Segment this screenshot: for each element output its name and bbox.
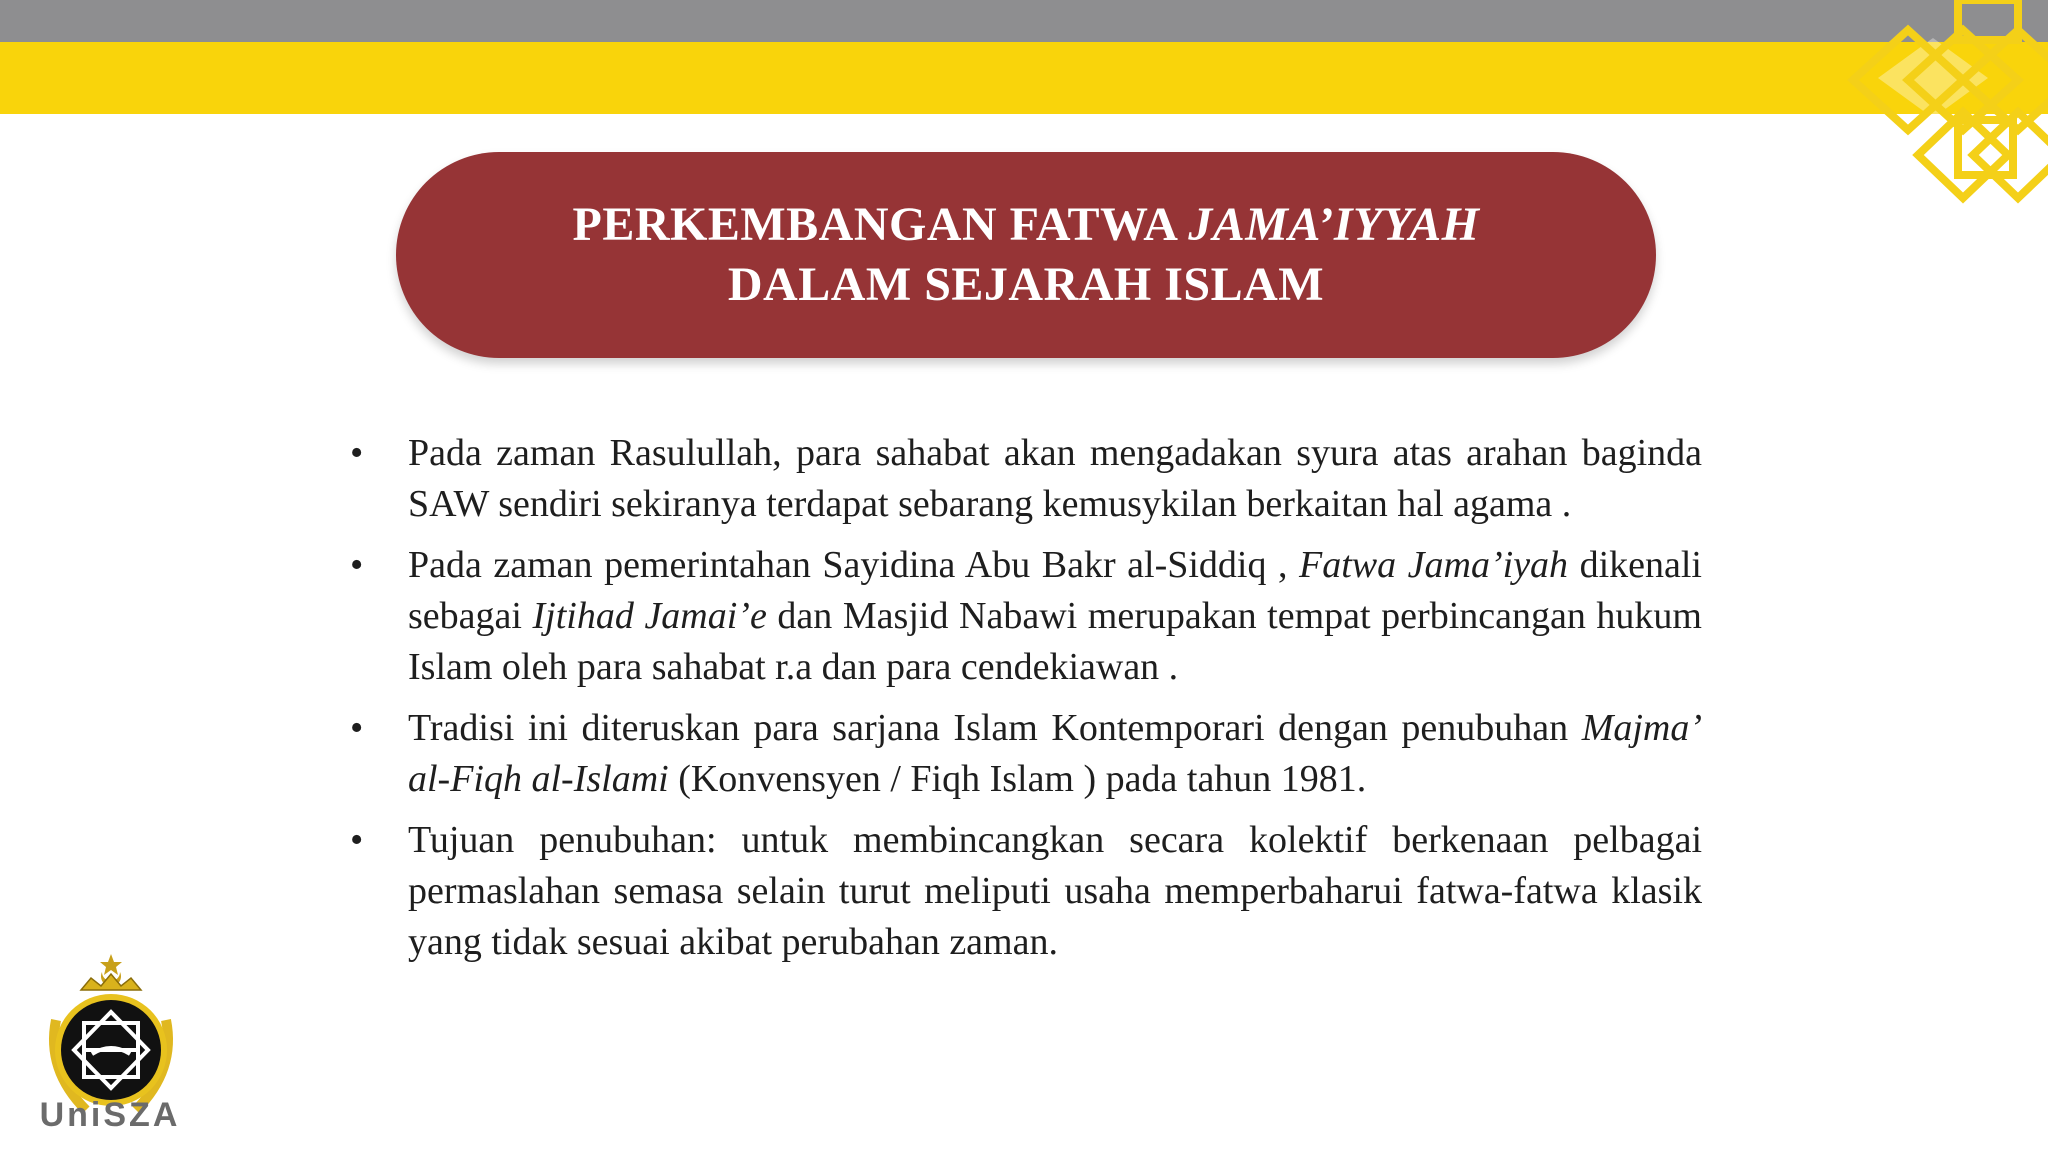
- bullet-italic-term: Majma’ al-Fiqh al-Islami: [408, 707, 1702, 800]
- bullet-item-1: [344, 428, 1702, 530]
- bullet-text: Pada zaman Rasulullah, para sahabat akan mengadakan syura atas arahan baginda SAW sendiri sekiranya terdapat sebarang kemusykilan berkaitan hal agama .: [408, 432, 1702, 525]
- bullet-text: Tradisi ini diteruskan para sarjana Islam Kontemporari dengan penubuhan: [408, 707, 1582, 749]
- bullet-text: dan Masjid Nabawi merupakan tempat perbincangan hukum Islam oleh para sahabat r.a dan para cendekiawan .: [408, 595, 1702, 688]
- top-yellow-band: [0, 42, 2048, 114]
- bullet-italic-term: Fatwa Jama’iyah: [1299, 544, 1569, 586]
- decorative-corner-pattern: [1758, 0, 2048, 250]
- bullet-marker: •: [350, 707, 364, 749]
- slide-title-line-2: DALAM SEJARAH ISLAM: [727, 258, 1325, 311]
- bullet-text: Pada zaman pemerintahan Sayidina Abu Bakr al-Siddiq ,: [408, 544, 1300, 586]
- bullet-marker: •: [350, 544, 364, 586]
- bullet-item-3: [344, 703, 1702, 805]
- bullet-item-4: [344, 815, 1702, 968]
- top-gray-band: [0, 0, 2048, 42]
- bullet-italic-term: Ijtihad Jamai’e: [532, 595, 767, 637]
- slide-title: [396, 152, 1656, 358]
- bullet-text: (Konvensyen / Fiqh Islam ) pada tahun 1981.: [668, 758, 1367, 800]
- bullet-text: Tujuan penubuhan: untuk membincangkan secara kolektif berkenaan pelbagai permaslahan semasa selain turut meliputi usaha memperbaharui fatwa-fatwa klasik yang tidak sesuai akibat perubahan zaman.: [408, 819, 1702, 963]
- title-regular-text: PERKEMBANGAN FATWA: [572, 198, 1189, 251]
- unisza-logo-text: UniSZA: [39, 1096, 181, 1134]
- bullet-marker: •: [350, 819, 364, 861]
- title-italic-text: JAMA’IYYAH: [1188, 198, 1480, 251]
- slide-title-line-1: [573, 195, 1480, 255]
- bullet-marker: •: [350, 432, 364, 474]
- bullet-item-2: [344, 540, 1702, 693]
- bullet-list: [344, 428, 1702, 978]
- bullet-text: dikenali sebagai: [408, 544, 1702, 637]
